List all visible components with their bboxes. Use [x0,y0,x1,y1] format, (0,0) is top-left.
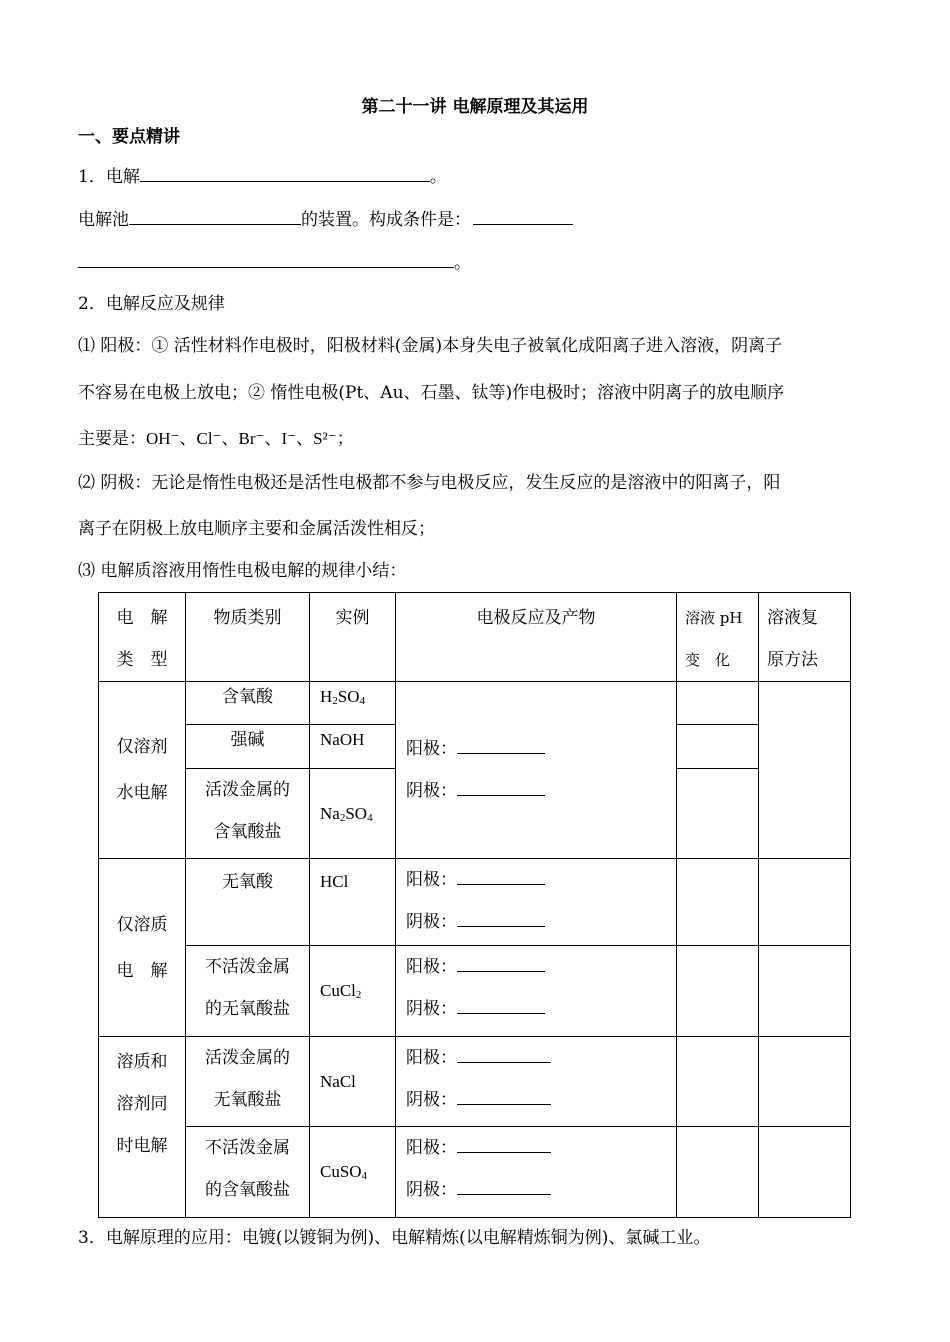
answer-blank[interactable] [140,165,430,182]
answer-blank[interactable] [457,868,545,885]
table-row [99,1037,851,1127]
group-type: 仅溶剂 水电解 [99,682,186,859]
row-reaction: 阳极： 阴极： [396,859,677,946]
row-example: Na2SO4 [310,769,396,859]
row-example: CuCl2 [310,946,396,1037]
conditions-line [78,248,471,273]
item-1 [78,162,447,187]
row-ph-blank[interactable] [677,1037,759,1127]
cathode-text-2: 离子在阴极上放电顺序主要和金属活泼性相反； [78,519,435,539]
row-reaction: 阳极： 阴极： [396,946,677,1037]
answer-blank[interactable] [457,910,545,927]
header-category: 物质类别 [186,593,310,682]
summary-text: ⑶ 电解质溶液用惰性电极电解的规律小结： [78,561,407,581]
answer-blank[interactable] [457,997,545,1014]
row-example: CuSO4 [310,1127,396,1218]
row-category: 含氧酸 [186,682,310,725]
answer-blank[interactable] [129,208,301,225]
row-ph-blank[interactable] [677,725,759,769]
answer-blank[interactable] [457,779,545,796]
device-text: 的装置。构成条件是： [301,210,471,230]
answer-blank[interactable] [78,251,454,268]
anode-text-3 [78,424,354,449]
answer-blank[interactable] [457,955,545,972]
row-ph-blank[interactable] [677,769,759,859]
row-example: H2SO4 [310,682,396,725]
group-type: 仅溶质 电 解 [99,859,186,1037]
table-row [99,1127,851,1218]
table-row [99,946,851,1037]
table-row [99,682,851,725]
anode-text-2: 不容易在电极上放电；② 惰性电极(Pt、Au、石墨、钛等)作电极时；溶液中阴离子的放电顺序 [78,383,785,403]
answer-blank[interactable] [457,1136,551,1153]
row-reaction: 阳极： 阴极： [396,1037,677,1127]
electrolytic-cell-line [78,205,573,230]
answer-blank[interactable] [473,208,573,225]
anode-prefix: 主要是： [78,429,146,449]
row-restore-blank[interactable] [759,682,851,859]
header-reaction: 电极反应及产物 [396,593,677,682]
answer-blank[interactable] [457,1178,551,1195]
row-reaction: 阳极： 阴极： [396,682,677,859]
cell-label: 电解池 [78,210,129,230]
row-ph-blank[interactable] [677,859,759,946]
anion-order: OH⁻、Cl⁻、Br⁻、I⁻、S²⁻； [146,429,354,448]
row-ph-blank[interactable] [677,946,759,1037]
header-type: 电 解 类 型 [99,593,186,682]
row-category: 不活泼金属 的含氧酸盐 [186,1127,310,1218]
header-ph: 溶液 pH 变 化 [677,593,759,682]
row-category: 活泼金属的 含氧酸盐 [186,769,310,859]
table-header-row [99,593,851,682]
row-category: 不活泼金属 的无氧酸盐 [186,946,310,1037]
row-example: NaCl [310,1037,396,1127]
row-restore-blank[interactable] [759,1127,851,1218]
header-example: 实例 [310,593,396,682]
row-restore-blank[interactable] [759,946,851,1037]
item-3: 3．电解原理的应用：电镀(以镀铜为例)、电解精炼(以电解精炼铜为例)、氯碱工业。 [78,1228,711,1248]
answer-blank[interactable] [457,1088,551,1105]
item-2: 2．电解反应及规律 [78,294,225,314]
row-ph-blank[interactable] [677,1127,759,1218]
answer-blank[interactable] [457,737,545,754]
row-category: 活泼金属的 无氧酸盐 [186,1037,310,1127]
row-reaction: 阳极： 阴极： [396,1127,677,1218]
header-restore: 溶液复 原方法 [759,593,851,682]
row-example: NaOH [310,725,396,769]
period: 。 [429,167,447,187]
row-category: 无氧酸 [186,859,310,946]
item-1-label: 1．电解 [78,167,140,187]
row-category: 强碱 [186,725,310,769]
page-title: 第二十一讲 电解原理及其运用 [361,97,589,117]
row-restore-blank[interactable] [759,859,851,946]
period: 。 [454,253,471,273]
anode-text-1: ⑴ 阳极：① 活性材料作电极时，阳极材料(金属)本身失电子被氧化成阳离子进入溶液，阴离子 [78,336,783,356]
cathode-text-1: ⑵ 阴极：无论是惰性电极还是活性电极都不参与电极反应，发生反应的是溶液中的阳离子，阳 [78,473,781,493]
row-ph-blank[interactable] [677,682,759,725]
electrolysis-table [98,592,851,1218]
row-example: HCl [310,859,396,946]
table-row [99,859,851,946]
answer-blank[interactable] [457,1046,551,1063]
row-restore-blank[interactable] [759,1037,851,1127]
section-heading: 一、要点精讲 [78,127,180,147]
group-type: 溶质和 溶剂同 时电解 [99,1037,186,1218]
